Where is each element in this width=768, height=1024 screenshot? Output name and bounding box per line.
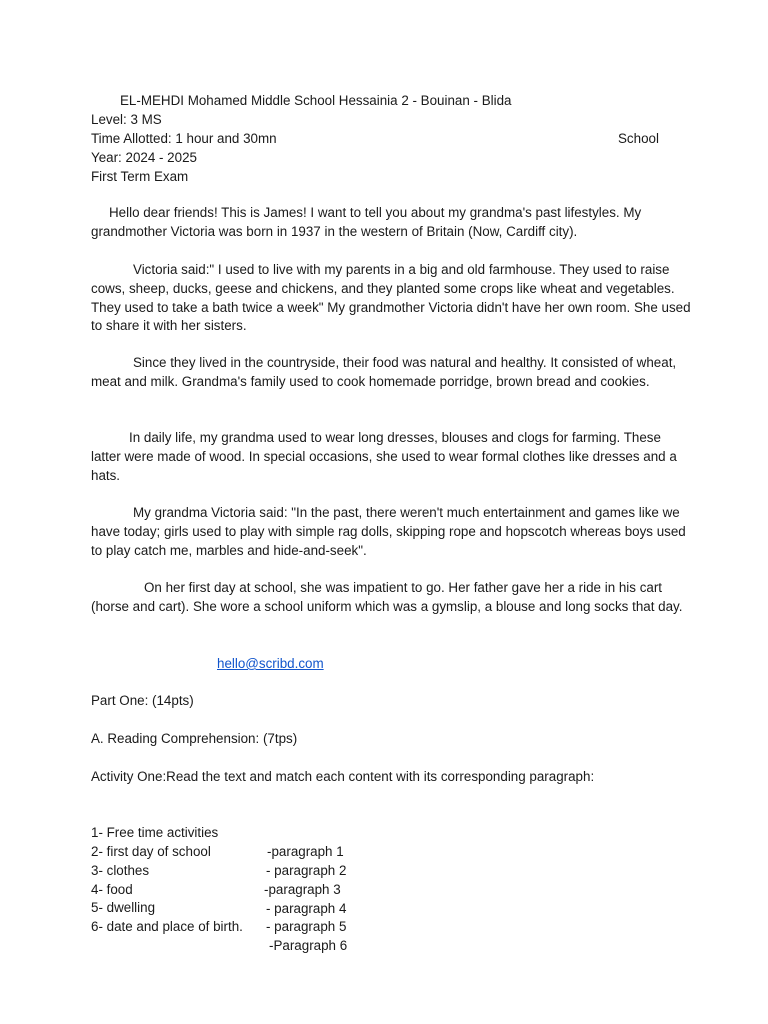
matching-paragraph: -paragraph 3	[264, 882, 341, 897]
matching-content: 3- clothes	[91, 863, 150, 878]
paragraph-2: Since they lived in the countryside, their food was natural and healthy. It consisted of wheat, meat and milk. Grandma's family used to cook homemade porridge, brown bread and cookies.	[91, 355, 677, 389]
school-label: School	[618, 131, 659, 146]
activity-one-instruction: Activity One:Read the text and match each content with its corresponding paragraph:	[91, 769, 595, 784]
paragraph-3: In daily life, my grandma used to wear long dresses, blouses and clogs for farming. These latter were made of wood. In special occasions, she used to wear formal clothes like dresses and a hats.	[91, 430, 677, 483]
matching-paragraph: - paragraph 2	[266, 863, 347, 878]
matching-content: 1- Free time activities	[91, 825, 219, 840]
level-line: Level: 3 MS	[91, 112, 162, 127]
year-line: Year: 2024 - 2025	[91, 150, 197, 165]
matching-content: 4- food	[91, 882, 133, 897]
matching-paragraph: -paragraph 1	[267, 844, 344, 859]
matching-paragraph: - paragraph 4	[266, 901, 347, 916]
email-link[interactable]: hello@scribd.com	[217, 656, 324, 671]
school-name: EL-MEHDI Mohamed Middle School Hessainia 2 - Bouinan - Blida	[120, 93, 512, 108]
matching-content: 5- dwelling	[91, 900, 156, 915]
matching-content: 6- date and place of birth.	[91, 919, 243, 934]
paragraph-5: On her first day at school, she was impatient to go. Her father gave her a ride in his cart (horse and cart). She wore a school uniform which was a gymslip, a blouse and long socks that day.	[91, 580, 683, 614]
matching-content: 2- first day of school	[91, 844, 211, 859]
matching-paragraph: - paragraph 5	[266, 919, 347, 934]
paragraph-4: My grandma Victoria said: "In the past, there weren't much entertainment and games like we have today; girls used to play with simple rag dolls, skipping rope and hopscotch whereas boys used to play catch me, marbles and hide-and-seek".	[91, 505, 686, 558]
time-allotted-line: Time Allotted: 1 hour and 30mn	[91, 131, 277, 146]
reading-comprehension-heading: A. Reading Comprehension: (7tps)	[91, 731, 298, 746]
part-one-heading: Part One: (14pts)	[91, 693, 194, 708]
matching-paragraph: -Paragraph 6	[269, 938, 348, 953]
intro-paragraph: Hello dear friends! This is James! I want to tell you about my grandma's past lifestyles. My grandmother Victoria was born in 1937 in the western of Britain (Now, Cardiff city).	[91, 205, 642, 239]
paragraph-1: Victoria said:" I used to live with my parents in a big and old farmhouse. They used to raise cows, sheep, ducks, geese and chickens, and they planted some crops like wheat and vegetables. They used to take a bath twice a week" My grandmother Victoria didn't have her own room. She used to share it with her sisters.	[91, 262, 691, 334]
exam-title: First Term Exam	[91, 169, 189, 184]
